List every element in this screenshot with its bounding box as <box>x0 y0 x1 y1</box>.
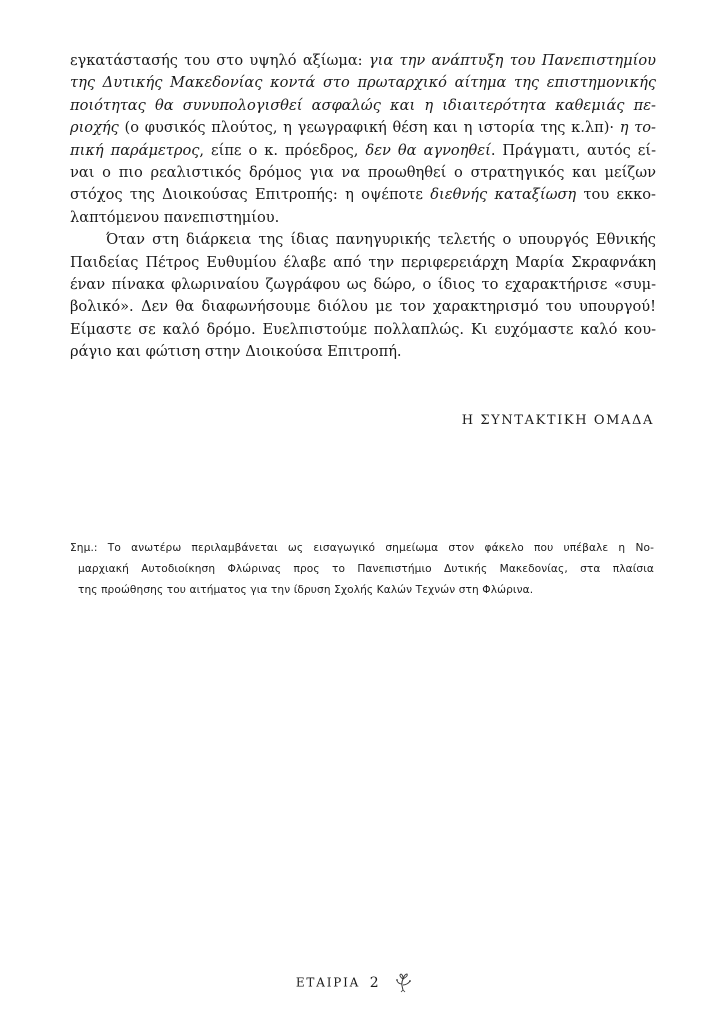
flower-ornament-icon <box>392 972 414 994</box>
text-span: του εκκο- <box>576 186 656 204</box>
text-span: ναι ο πιο ρεαλιστικός δρόμος για να προωθηθεί ο στρατηγικός και μείζων <box>70 164 656 182</box>
text-line <box>70 117 656 139</box>
italic-text: η το- <box>619 119 656 137</box>
footnote <box>70 538 654 601</box>
text-line: έναν πίνακα φλωριναίου ζωγράφου ως δώρο, ο ίδιος το εχαρακτήρισε «συμ- <box>70 276 656 294</box>
text-line <box>70 184 656 206</box>
italic-text: ποιότητας θα συνυπολογισθεί ασφαλώς και η ιδιαιτερότητα καθεμιάς πε- <box>70 96 656 114</box>
text-line <box>70 50 656 72</box>
text-span: , είπε ο κ. πρόεδρος, <box>199 141 366 159</box>
text-span: (ο φυσικός πλούτος, η γεωγραφική θέση και η ιστορία της κ.λπ)· <box>118 119 620 137</box>
text-line <box>70 207 656 229</box>
italic-text: για την ανάπτυξη του Πανεπιστημίου <box>368 52 656 69</box>
footer-label: ΕΤΑΙΡΙΑ <box>295 975 361 990</box>
italic-text: ριοχής <box>70 119 119 137</box>
note-line: μαρχιακή Αυτοδιοίκηση Φλώρινας προς το Πανεπιστήμιο Δυτικής Μακεδονίας, στα πλαίσια <box>78 563 654 575</box>
italic-text: δεν θα αγνοηθεί <box>365 141 491 159</box>
text-line <box>70 140 656 162</box>
signature-editorial-team: Η ΣΥΝΤΑΚΤΙΚΗ ΟΜΑΔΑ <box>461 413 654 428</box>
main-text <box>70 50 656 364</box>
text-span: εγκατάστασής του στο υψηλό αξίωμα: <box>70 52 369 69</box>
note-line: Σημ.: Το ανωτέρω περιλαμβάνεται ως εισαγωγικό σημείωμα στον φάκελο που υπέβαλε η Νο- <box>70 542 654 554</box>
text-span: . Πράγματι, αυτός εί- <box>490 141 657 159</box>
text-line: βολικό». Δεν θα διαφωνήσουμε διόλου με τον χαρακτηρισμό του υπουργού! <box>70 298 656 316</box>
note-line: της προώθησης του αιτήματος για την ίδρυση Σχολής Καλών Τεχνών στη Φλώρινα. <box>78 584 534 596</box>
text-line: Είμαστε σε καλό δρόμο. Ευελπιστούμε πολλαπλώς. Κι ευχόμαστε καλό κου- <box>70 320 656 338</box>
text-line <box>70 72 656 94</box>
page-number: 2 <box>369 974 381 991</box>
text-line: ράγιο και φώτιση στην Διοικούσα Επιτροπή. <box>70 343 402 361</box>
text-line <box>70 95 656 117</box>
text-span: λαπτόμενου πανεπιστημίου. <box>70 208 280 226</box>
page-footer <box>0 972 710 994</box>
paragraph-1 <box>70 50 656 229</box>
italic-text: διεθνής καταξίωση <box>430 186 577 204</box>
paragraph-2 <box>70 229 656 363</box>
text-line <box>70 162 656 184</box>
text-line: Όταν στη διάρκεια της ίδιας πανηγυρικής τελετής ο υπουργός Εθνικής <box>106 231 656 249</box>
text-span: στόχος της Διοικούσας Επιτροπής: η οψέποτε <box>70 186 431 204</box>
italic-text: πική παράμετρος <box>70 141 200 159</box>
italic-text: της Δυτικής Μακεδονίας κοντά στο πρωταρχικό αίτημα της επιστημονικής <box>70 74 656 92</box>
text-line: Παιδείας Πέτρος Ευθυμίου έλαβε από την περιφερειάρχη Μαρία Σκραφνάκη <box>70 253 656 271</box>
